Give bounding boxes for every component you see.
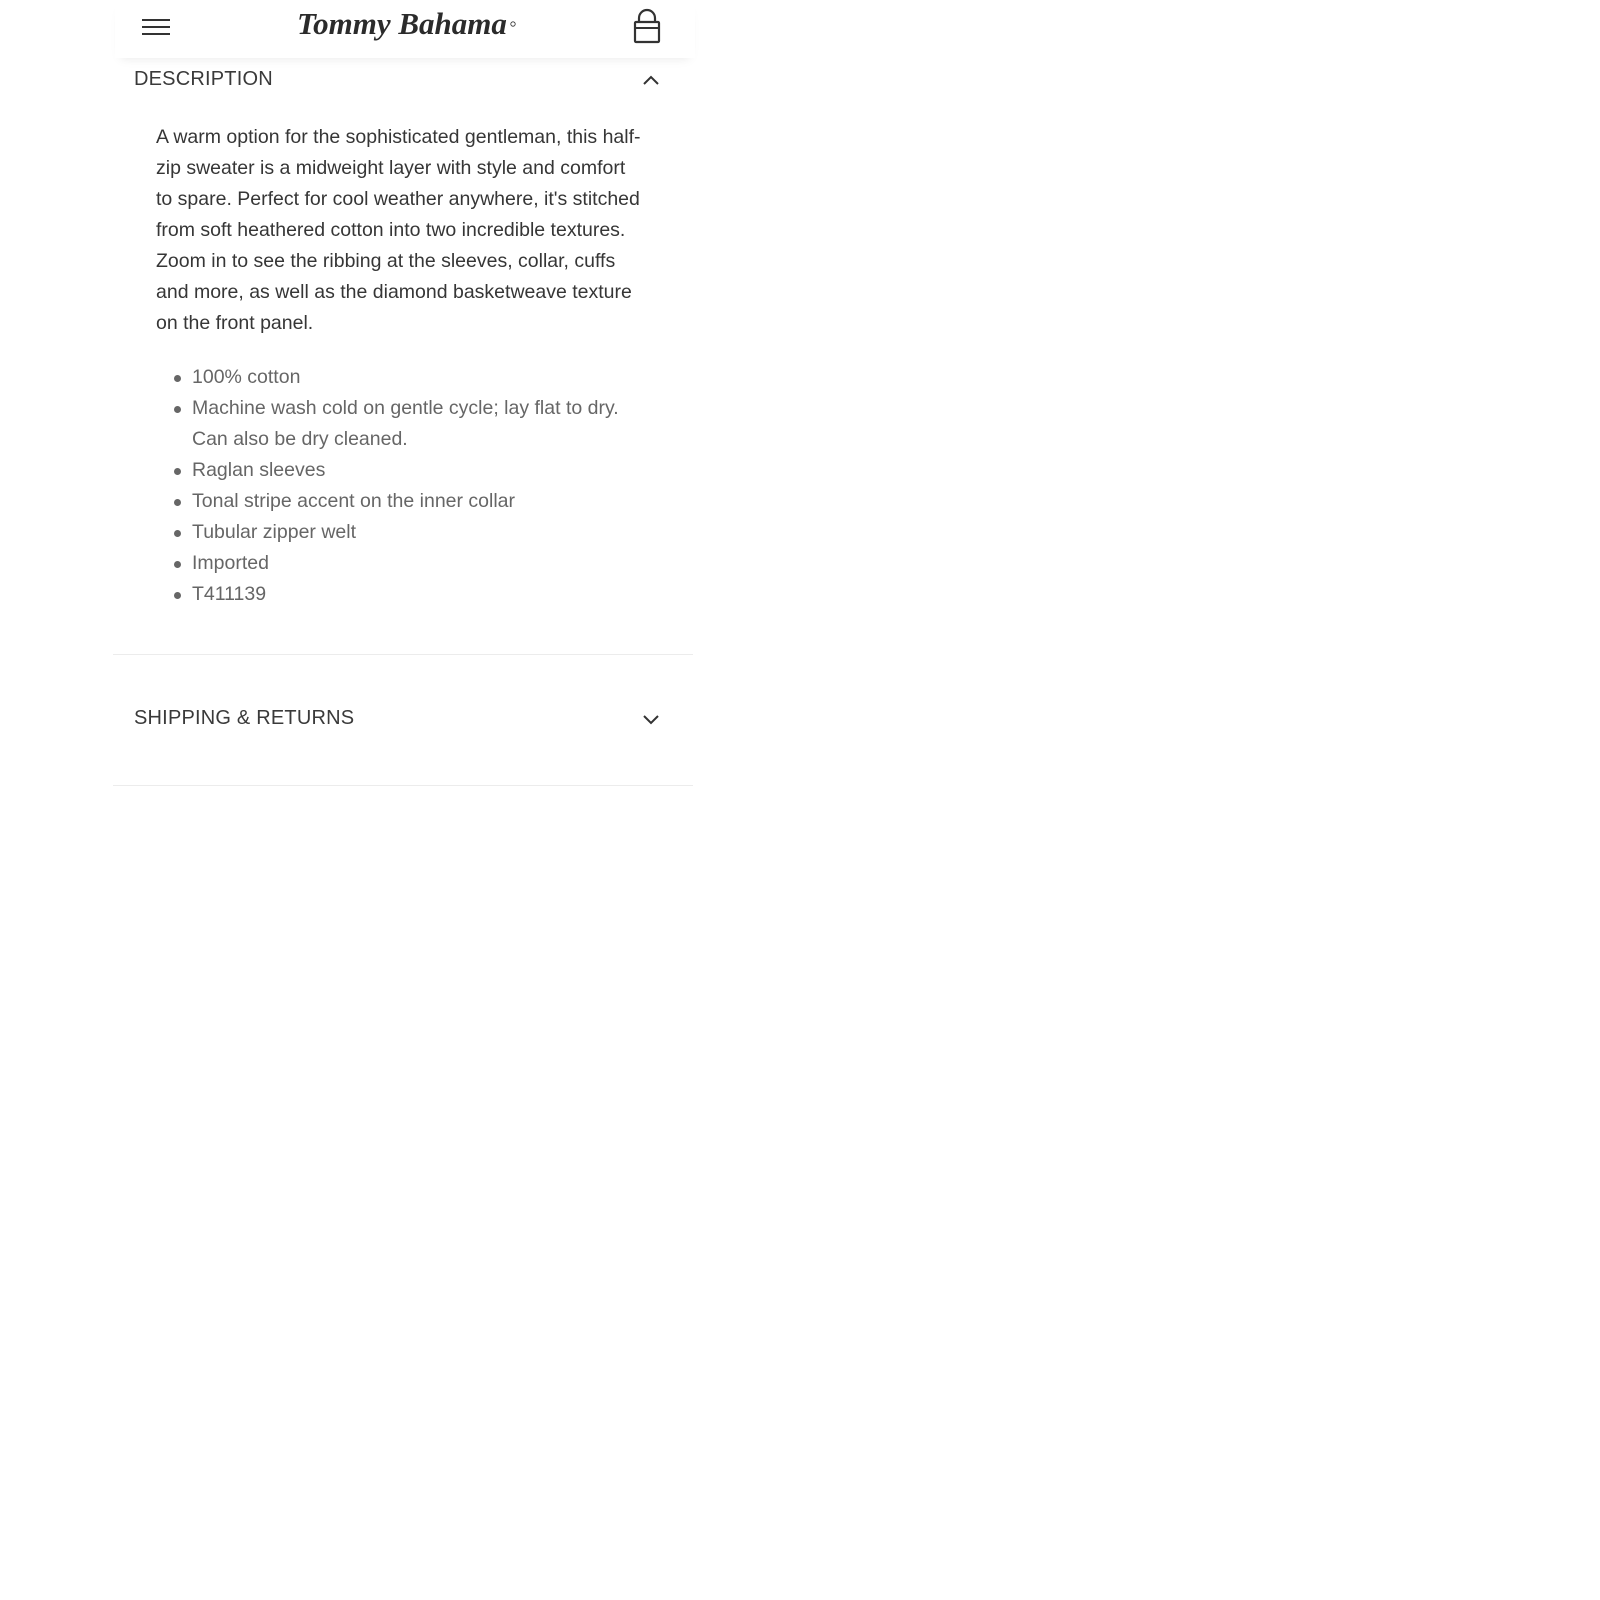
list-item [156, 393, 656, 455]
chevron-up-icon[interactable] [640, 70, 662, 92]
list-item-text: Machine wash cold on gentle cycle; lay flat to dry. Can also be dry cleaned. [192, 397, 619, 450]
section-divider [113, 654, 693, 655]
bullet-icon [174, 406, 181, 413]
logo-text: Tommy Bahama [297, 6, 507, 41]
bullet-icon [174, 530, 181, 537]
hamburger-menu-icon[interactable] [139, 10, 173, 44]
bullet-icon [174, 468, 181, 475]
list-item [156, 486, 656, 517]
list-item [156, 517, 656, 548]
list-item [156, 362, 656, 393]
list-item-text: Imported [192, 552, 269, 574]
list-item-text: T411139 [192, 583, 267, 605]
bullet-icon [174, 375, 181, 382]
list-item [156, 548, 656, 579]
list-item [156, 455, 656, 486]
section-divider [113, 785, 693, 786]
list-item-text: 100% cotton [192, 366, 301, 388]
description-title[interactable]: DESCRIPTION [134, 68, 273, 90]
bullet-icon [174, 499, 181, 506]
site-header [115, 0, 695, 58]
list-item-text: Tonal stripe accent on the inner collar [192, 490, 516, 512]
chevron-down-icon[interactable] [640, 708, 662, 730]
bullet-icon [174, 561, 181, 568]
shipping-returns-title[interactable]: SHIPPING & RETURNS [134, 707, 355, 729]
tommy-bahama-logo[interactable] [293, 0, 523, 50]
bullet-icon [174, 592, 181, 599]
list-item-text: Tubular zipper welt [192, 521, 357, 543]
feature-list [156, 362, 656, 610]
list-item-text: Raglan sleeves [192, 459, 326, 481]
list-item [156, 579, 656, 610]
description-text: A warm option for the sophisticated gentleman, this half-zip sweater is a midweight layer with style and comfort to spare. Perfect for cool weather anywhere, it's stitched from soft heathered cotton into two incredible textures. Zoom in to see the ribbing at the sleeves, collar, cuffs and more, as well as the diamond basketweave texture on the front panel. [156, 126, 641, 334]
shopping-bag-icon[interactable] [629, 8, 665, 46]
